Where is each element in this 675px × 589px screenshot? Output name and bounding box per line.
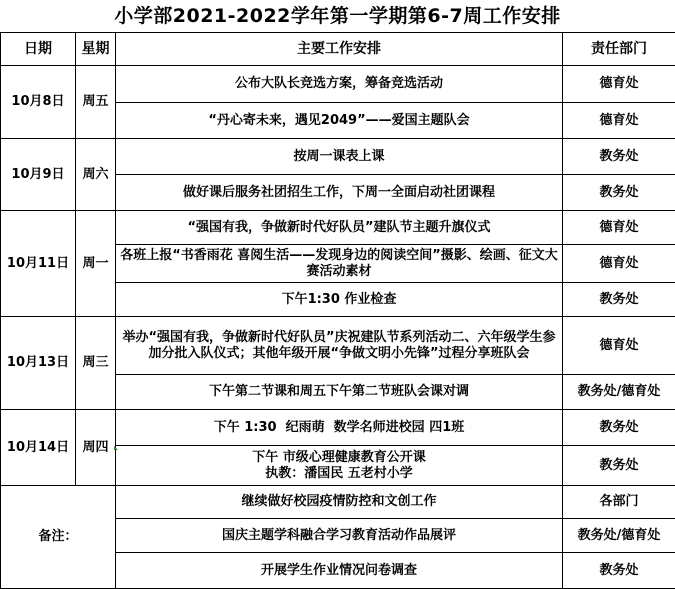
header-date: 日期 [1,33,76,66]
task-cell [116,446,563,486]
dept-cell: 教务处/德育处 [563,375,675,410]
table-row [1,66,675,103]
task-cell: 做好课后服务社团招生工作，下周一全面启动社团课程 [116,175,563,211]
dept-cell: 德育处 [563,103,675,139]
notes-label: 备注： [1,486,116,589]
task-line: 下午 市级心理健康教育公开课 [118,450,560,466]
dept-cell: 教务处 [563,553,675,589]
task-cell: 按周一课表上课 [116,139,563,175]
date-cell: 10月13日 [1,317,76,410]
table-row [1,317,675,375]
table-row [1,486,675,519]
weekday-cell: 周六 [76,139,116,211]
schedule-title: 小学部2021-2022学年第一学期第6-7周工作安排 [0,0,675,32]
dept-cell: 教务处 [563,283,675,317]
task-cell: 国庆主题学科融合学习教育活动作品展评 [116,519,563,553]
dept-cell: 教务处 [563,446,675,486]
dept-cell: 教务处 [563,175,675,211]
task-cell: 下午第二节课和周五下午第二节班队会课对调 [116,375,563,410]
header-row [1,33,675,66]
task-cell: 下午1:30 作业检查 [116,283,563,317]
task-cell: 公布大队长竞选方案，筹备竞选活动 [116,66,563,103]
date-cell: 10月11日 [1,211,76,317]
header-task: 主要工作安排 [116,33,563,66]
header-dept: 责任部门 [563,33,675,66]
dept-cell: 各部门 [563,486,675,519]
schedule-table [0,32,675,589]
task-cell: 举办“强国有我，争做新时代好队员”庆祝建队节系列活动二、六年级学生参加分批入队仪式；其他年级开展“争做文明小先锋”过程分享班队会 [116,317,563,375]
weekday-cell: 周五 [76,66,116,139]
date-cell: 10月8日 [1,66,76,139]
dept-cell: 德育处 [563,317,675,375]
header-weekday: 星期 [76,33,116,66]
date-cell: 10月9日 [1,139,76,211]
task-cell: “强国有我，争做新时代好队员”建队节主题升旗仪式 [116,211,563,245]
task-cell: 继续做好校园疫情防控和文创工作 [116,486,563,519]
task-cell: 下午 1:30 纪雨萌 数学名师进校园 四1班 [116,410,563,446]
task-line: 执教：潘国民 五老村小学 [118,466,560,482]
dept-cell: 教务处 [563,139,675,175]
weekday-cell: 周四 [76,410,116,486]
task-cell: “丹心寄未来，遇见2049”——爱国主题队会 [116,103,563,139]
dept-cell: 教务处/德育处 [563,519,675,553]
dept-cell: 德育处 [563,66,675,103]
table-row [1,139,675,175]
table-row [1,211,675,245]
weekday-cell: 周三 [76,317,116,410]
task-cell: 各班上报“书香雨花 喜阅生活——发现身边的阅读空间”摄影、绘画、征文大赛活动素材 [116,245,563,283]
table-row [1,410,675,446]
task-cell: 开展学生作业情况问卷调查 [116,553,563,589]
dept-cell: 德育处 [563,211,675,245]
cell-comment-marker-icon [114,446,118,450]
weekday-cell: 周一 [76,211,116,317]
date-cell: 10月14日 [1,410,76,486]
dept-cell: 德育处 [563,245,675,283]
dept-cell: 教务处 [563,410,675,446]
